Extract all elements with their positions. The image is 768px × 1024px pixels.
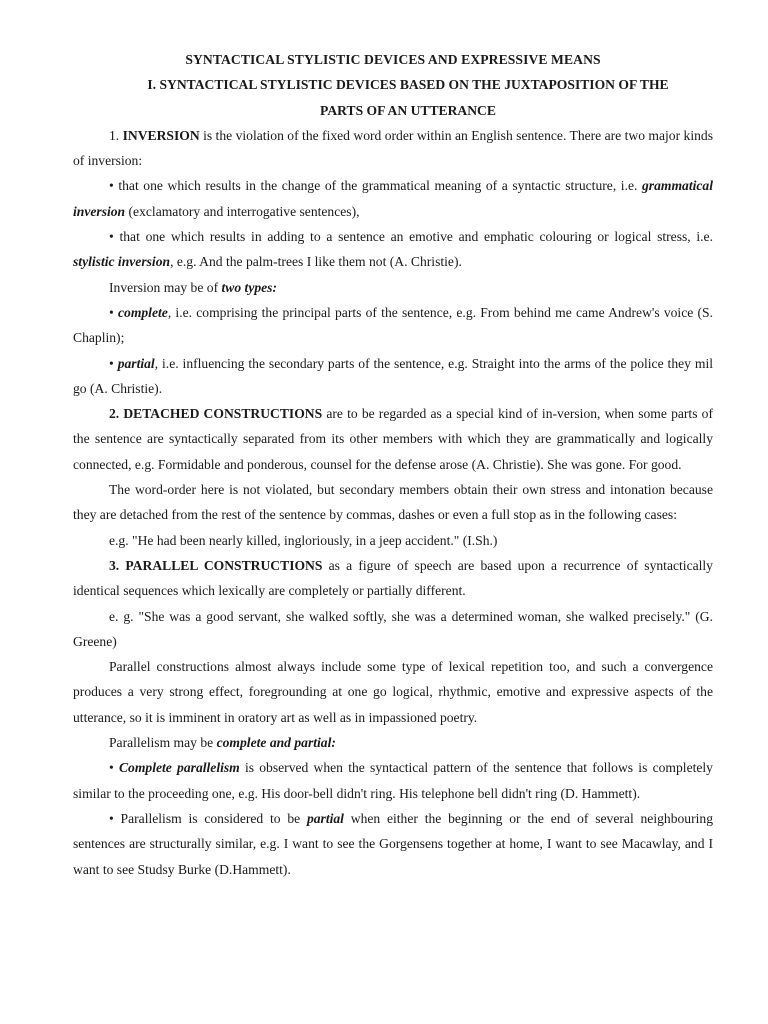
paragraph-complete-parallelism bbox=[73, 755, 713, 806]
paragraph-word-order: The word-order here is not violated, but secondary members obtain their own stress and intonation because they are detached from the rest of the sentence by commas, dashes or even a full stop as in the following cases: bbox=[73, 482, 713, 523]
paragraph-text: is the violation of the fixed word order within an English sentence. There are two major kinds of inversion: bbox=[73, 127, 713, 169]
paragraph-complete-inversion bbox=[73, 300, 713, 351]
paragraph-text: is observed when the syntactical pattern of the sentence that follows is completely similar to the proceeding one, e.g. His door-bell didn't ring. His telephone bell didn't ring (D. Hammett). bbox=[73, 760, 713, 801]
paragraph-stylistic-inversion bbox=[73, 224, 713, 275]
paragraph-text: , e.g. And the palm-trees I like them not (A. Christie). bbox=[170, 254, 462, 270]
example-parallel: e. g. "She was a good servant, she walked softly, she was a determined woman, she walked precisely." (G. Greene) bbox=[73, 608, 713, 649]
paragraph-text: , i.e. influencing the secondary parts of the sentence, e.g. Straight into the arms of the police they mil go (A. Christie). bbox=[73, 355, 713, 396]
bullet: • bbox=[109, 760, 119, 776]
paragraph-text: Parallelism may be bbox=[109, 735, 217, 751]
term-detached-constructions: 2. DETACHED CONSTRUCTIONS bbox=[109, 406, 323, 422]
paragraph-text: • Parallelism is considered to be bbox=[109, 810, 307, 826]
paragraph-text: • that one which results in the change of the grammatical meaning of a syntactic structure, i.e. bbox=[109, 178, 642, 194]
term-parallel-constructions: 3. PARALLEL CONSTRUCTIONS bbox=[109, 557, 323, 573]
document-title: SYNTACTICAL STYLISTIC DEVICES AND EXPRESSIVE MEANS bbox=[185, 52, 601, 67]
paragraph-grammatical-inversion bbox=[73, 173, 713, 224]
term-complete: complete bbox=[117, 304, 168, 320]
bullet: • bbox=[109, 304, 118, 320]
paragraph-text: (exclamatory and interrogative sentences), bbox=[125, 203, 360, 219]
paragraph-text: when either the beginning or the end of several neighbouring sentences are structurally similar, e.g. I want to see the Gorgensens together at home, I want to see Macawlay, and I want to see Studsy Burke (D.Hammett). bbox=[73, 810, 713, 877]
paragraph-parallel-constructions bbox=[73, 553, 713, 604]
term-partial-parallelism: partial bbox=[306, 810, 344, 826]
paragraph-parallelism-types bbox=[73, 730, 713, 755]
paragraph-inversion bbox=[73, 123, 713, 174]
paragraph-detached-constructions bbox=[73, 401, 713, 477]
term-stylistic-inversion: stylistic inversion bbox=[73, 254, 171, 270]
paragraph-partial-parallelism bbox=[73, 806, 713, 882]
item-number: 1. bbox=[109, 127, 123, 143]
term-partial: partial bbox=[117, 355, 155, 371]
paragraph-text: , i.e. comprising the principal parts of the sentence, e.g. From behind me came Andrew's voice (S. Chaplin); bbox=[73, 304, 713, 346]
term-complete-parallelism: Complete parallelism bbox=[118, 760, 240, 776]
paragraph-inversion-types bbox=[73, 275, 713, 300]
paragraph-text: as a figure of speech are based upon a recurrence of syntactically identical sequences which lexically are completely or partially different. bbox=[73, 557, 713, 599]
section-heading bbox=[73, 72, 713, 123]
section-heading-line1: I. SYNTACTICAL STYLISTIC DEVICES BASED ON THE JUXTAPOSITION OF THE bbox=[147, 77, 669, 93]
term-grammatical-inversion: grammatical inversion bbox=[73, 178, 713, 219]
term-inversion: INVERSION bbox=[122, 127, 200, 143]
example-detached: e.g. "He had been nearly killed, ingloriously, in a jeep accident." (I.Sh.) bbox=[109, 532, 498, 548]
paragraph-text: • that one which results in adding to a sentence an emotive and emphatic colouring or logical stress, i.e. bbox=[109, 229, 713, 245]
paragraph-text: Inversion may be of bbox=[109, 279, 222, 295]
paragraph-partial-inversion bbox=[73, 351, 713, 402]
paragraph-parallel-repetition: Parallel constructions almost always include some type of lexical repetition too, and such a convergence produces a very strong effect, foregrounding at one go logical, rhythmic, emotive and expressive aspects of the utterance, so it is imminent in oratory art as well as in impassioned poetry. bbox=[73, 659, 713, 725]
bullet: • bbox=[109, 355, 118, 371]
paragraph-text: are to be regarded as a special kind of in-version, when some parts of the sentence are syntactically separated from its other members with which they are grammatically and logically connected, e.g. Formidable and ponderous, counsel for the defense arose (A. Christie). She was gone. For good. bbox=[73, 406, 713, 472]
term-complete-and-partial: complete and partial: bbox=[216, 735, 336, 751]
section-heading-line2: PARTS OF AN UTTERANCE bbox=[320, 102, 496, 118]
term-two-types: two types: bbox=[221, 279, 277, 295]
